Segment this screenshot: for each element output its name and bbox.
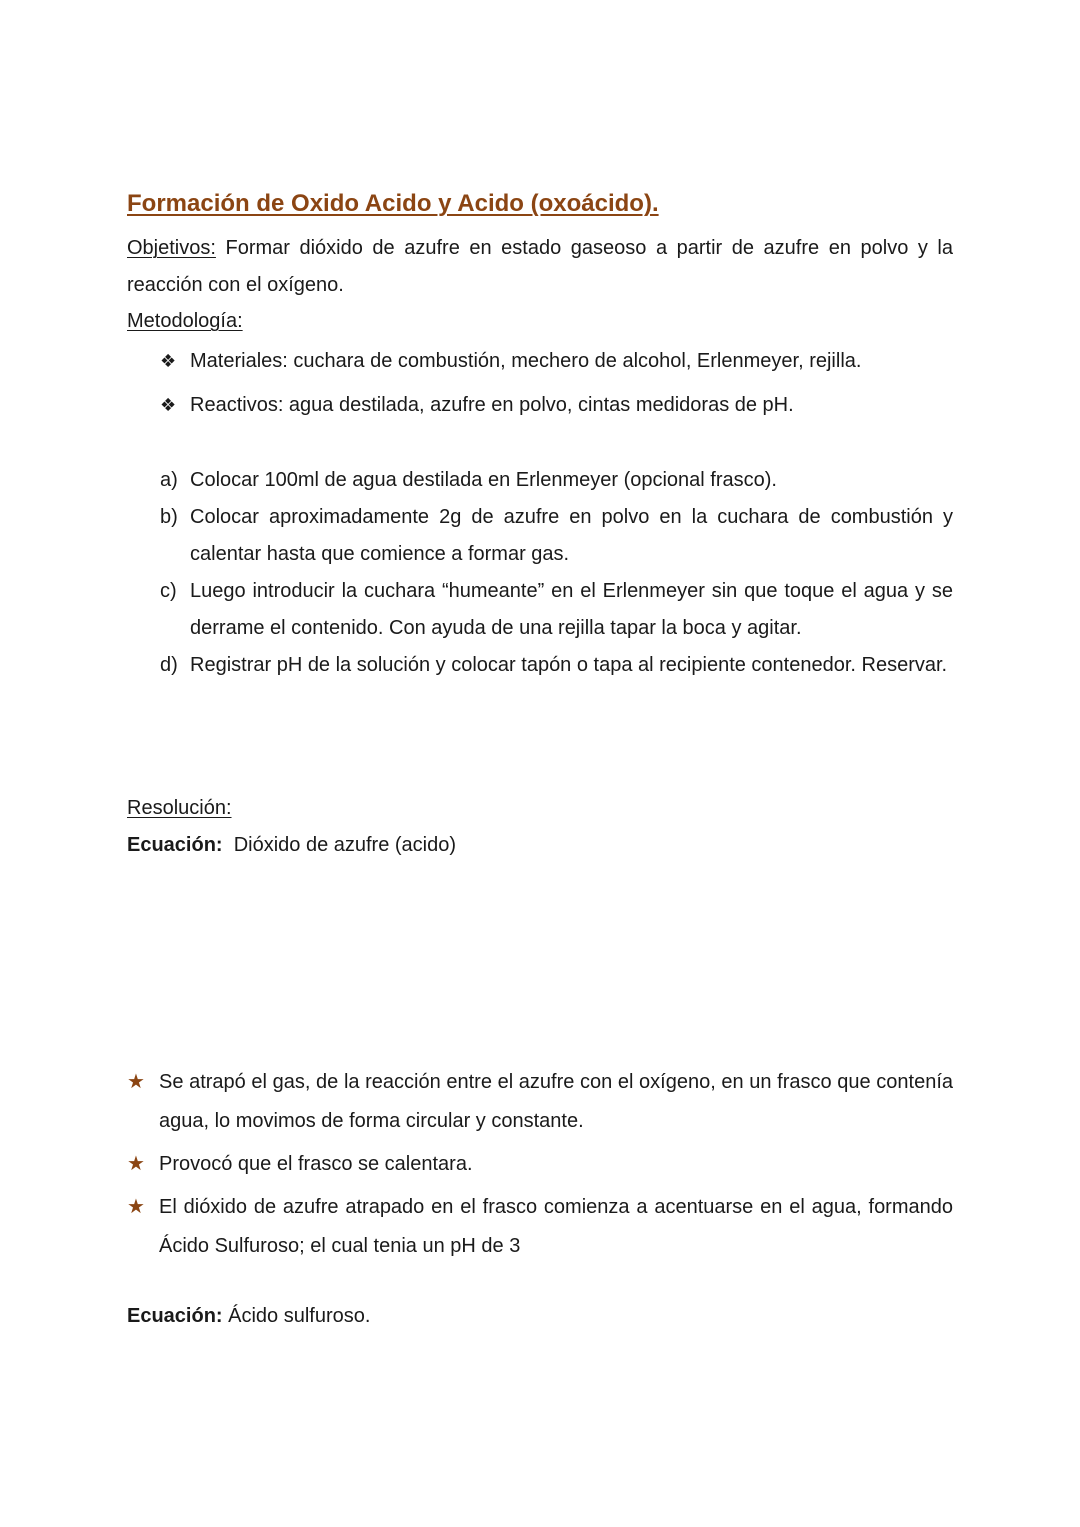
- observation-text: Se atrapó el gas, de la reacción entre el azufre con el oxígeno, en un frasco que contenía agua, lo movimos de forma circular y constante.: [159, 1071, 953, 1132]
- step-label: a): [160, 469, 178, 491]
- star-bullet-icon: ★: [127, 1153, 145, 1175]
- objetivos-text: Formar dióxido de azufre en estado gaseoso a partir de azufre en polvo y la reacción con el oxígeno.: [127, 237, 953, 296]
- step-text: Colocar aproximadamente 2g de azufre en polvo en la cuchara de combustión y calentar hasta que comience a formar gas.: [190, 506, 953, 565]
- step-item: [160, 647, 953, 684]
- metodologia-heading: [127, 303, 953, 340]
- step-label: d): [160, 654, 178, 676]
- step-label: b): [160, 506, 178, 528]
- bullet-text: Reactivos: agua destilada, azufre en polvo, cintas medidoras de pH.: [190, 394, 794, 416]
- star-bullet-icon: ★: [127, 1071, 145, 1093]
- observation-item: [127, 1145, 953, 1184]
- ecuacion-text: Dióxido de azufre (acido): [222, 834, 457, 856]
- diamond-bullet-icon: ❖: [160, 351, 177, 371]
- metodologia-label: Metodología:: [127, 310, 243, 332]
- diamond-bullet-icon: ❖: [160, 395, 177, 415]
- document-title: Formación de Oxido Acido y Acido (oxoácido).: [127, 190, 659, 217]
- step-label: c): [160, 580, 177, 602]
- observation-item: [127, 1188, 953, 1266]
- resolucion-heading: [127, 790, 953, 827]
- observations-list: [127, 1063, 953, 1270]
- procedure-steps: [160, 462, 953, 684]
- step-item: [160, 462, 953, 499]
- ecuacion-dioxido: [127, 827, 953, 864]
- list-item-reactivos: [160, 387, 953, 424]
- objetivos-paragraph: [127, 230, 953, 304]
- step-text: Luego introducir la cuchara “humeante” en el Erlenmeyer sin que toque el agua y se derrame el contenido. Con ayuda de una rejilla tapar la boca y agitar.: [190, 580, 953, 639]
- list-item-materiales: [160, 343, 953, 380]
- step-item: [160, 573, 953, 647]
- observation-item: [127, 1063, 953, 1141]
- ecuacion-text: Ácido sulfuroso.: [222, 1305, 371, 1327]
- observation-text: Provocó que el frasco se calentara.: [159, 1153, 473, 1175]
- step-item: [160, 499, 953, 573]
- ecuacion-sulfuroso: [127, 1298, 953, 1335]
- ecuacion-label: Ecuación:: [127, 1305, 223, 1327]
- step-text: Colocar 100ml de agua destilada en Erlenmeyer (opcional frasco).: [190, 469, 777, 491]
- objetivos-label: Objetivos:: [127, 237, 216, 259]
- document-page: [127, 0, 953, 1527]
- bullet-text: Materiales: cuchara de combustión, mechero de alcohol, Erlenmeyer, rejilla.: [190, 350, 862, 372]
- star-bullet-icon: ★: [127, 1196, 145, 1218]
- observation-text: El dióxido de azufre atrapado en el frasco comienza a acentuarse en el agua, formando Ácido Sulfuroso; el cual tenia un pH de 3: [159, 1196, 953, 1257]
- ecuacion-label: Ecuación:: [127, 834, 223, 856]
- step-text: Registrar pH de la solución y colocar tapón o tapa al recipiente contenedor. Reservar.: [190, 654, 948, 676]
- resolucion-label: Resolución:: [127, 797, 232, 819]
